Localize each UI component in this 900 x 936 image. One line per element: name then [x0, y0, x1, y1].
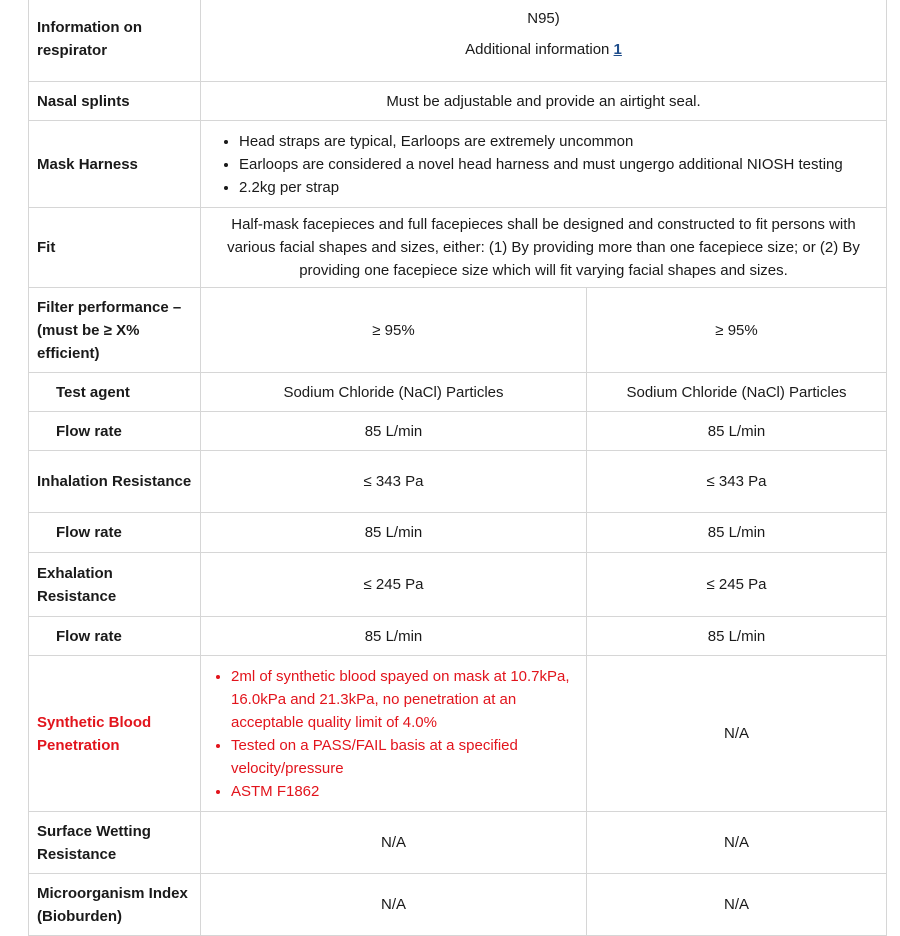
- respirator-comparison-table: [28, 0, 887, 936]
- col2-value: N/A: [201, 874, 587, 936]
- table-row: [29, 513, 887, 553]
- row-label: Synthetic Blood Penetration: [29, 656, 201, 812]
- col3-value: ≤ 343 Pa: [587, 451, 887, 513]
- col3-value: 85 L/min: [587, 513, 887, 553]
- table-row: [29, 812, 887, 874]
- row-label: Flow rate: [29, 617, 201, 656]
- col2-value: 85 L/min: [201, 617, 587, 656]
- list-item: • Head straps are typical, Earloops are extremely uncommon: [239, 130, 886, 153]
- table-row: [29, 656, 887, 812]
- additional-info-link[interactable]: 1: [613, 41, 622, 58]
- list-item: • ASTM F1862: [231, 780, 586, 803]
- list-item: • 2ml of synthetic blood spayed on mask at 10.7kPa, 16.0kPa and 21.3kPa, no penetration at an acceptable quality limit of 4.0%: [231, 665, 586, 734]
- row-label: Filter performance – (must be ≥ X% efficient): [29, 288, 201, 373]
- table-row: [29, 82, 887, 121]
- col3-value: 85 L/min: [587, 412, 887, 451]
- row-label: Flow rate: [29, 513, 201, 553]
- row-label: Inhalation Resistance: [29, 451, 201, 513]
- col3-value: N/A: [587, 812, 887, 874]
- row-label: Flow rate: [29, 412, 201, 451]
- list-item: • Earloops are considered a novel head harness and must ungergo additional NIOSH testing: [239, 153, 886, 176]
- table-row: [29, 874, 887, 936]
- row-label: Mask Harness: [29, 121, 201, 208]
- row-label: Surface Wetting Resistance: [29, 812, 201, 874]
- table-row: [29, 208, 887, 288]
- table-row: [29, 553, 887, 617]
- col2-value: ≤ 343 Pa: [201, 451, 587, 513]
- table-row: [29, 288, 887, 373]
- row-label: Microorganism Index (Bioburden): [29, 874, 201, 936]
- col2-value: 85 L/min: [201, 513, 587, 553]
- col2-value: N/A: [201, 812, 587, 874]
- value-line: [211, 38, 876, 61]
- row-label: Nasal splints: [29, 82, 201, 121]
- table-row: [29, 373, 887, 412]
- additional-info-text: Additional information: [465, 41, 614, 58]
- row-value: [201, 121, 887, 208]
- col3-value: N/A: [587, 656, 887, 812]
- row-value: Must be adjustable and provide an airtight seal.: [201, 82, 887, 121]
- table-row: [29, 617, 887, 656]
- table-row: [29, 121, 887, 208]
- table-row: [29, 412, 887, 451]
- col2-value: [201, 656, 587, 812]
- row-label: Exhalation Resistance: [29, 553, 201, 617]
- col2-value: ≤ 245 Pa: [201, 553, 587, 617]
- bullet-list: [203, 665, 586, 803]
- row-label: Test agent: [29, 373, 201, 412]
- col3-value: 85 L/min: [587, 617, 887, 656]
- col3-value: Sodium Chloride (NaCl) Particles: [587, 373, 887, 412]
- col3-value: ≥ 95%: [587, 288, 887, 373]
- col3-value: ≤ 245 Pa: [587, 553, 887, 617]
- list-item: • 2.2kg per strap: [239, 176, 886, 199]
- table-row: [29, 0, 887, 82]
- row-label: Information on respirator: [29, 0, 201, 82]
- col2-value: 85 L/min: [201, 412, 587, 451]
- row-value: [201, 0, 887, 82]
- bullet-list: [211, 130, 886, 199]
- col3-value: N/A: [587, 874, 887, 936]
- col2-value: ≥ 95%: [201, 288, 587, 373]
- row-value: Half-mask facepieces and full facepieces shall be designed and constructed to fit persons with various facial shapes and sizes, either: (1) By providing more than one facepiece size; or (2) By providing one facepiece size which will fit varying facial shapes and sizes.: [201, 208, 887, 288]
- row-label: Fit: [29, 208, 201, 288]
- list-item: • Tested on a PASS/FAIL basis at a specified velocity/pressure: [231, 734, 586, 780]
- col2-value: Sodium Chloride (NaCl) Particles: [201, 373, 587, 412]
- value-line: N95): [527, 10, 560, 27]
- table-row: [29, 451, 887, 513]
